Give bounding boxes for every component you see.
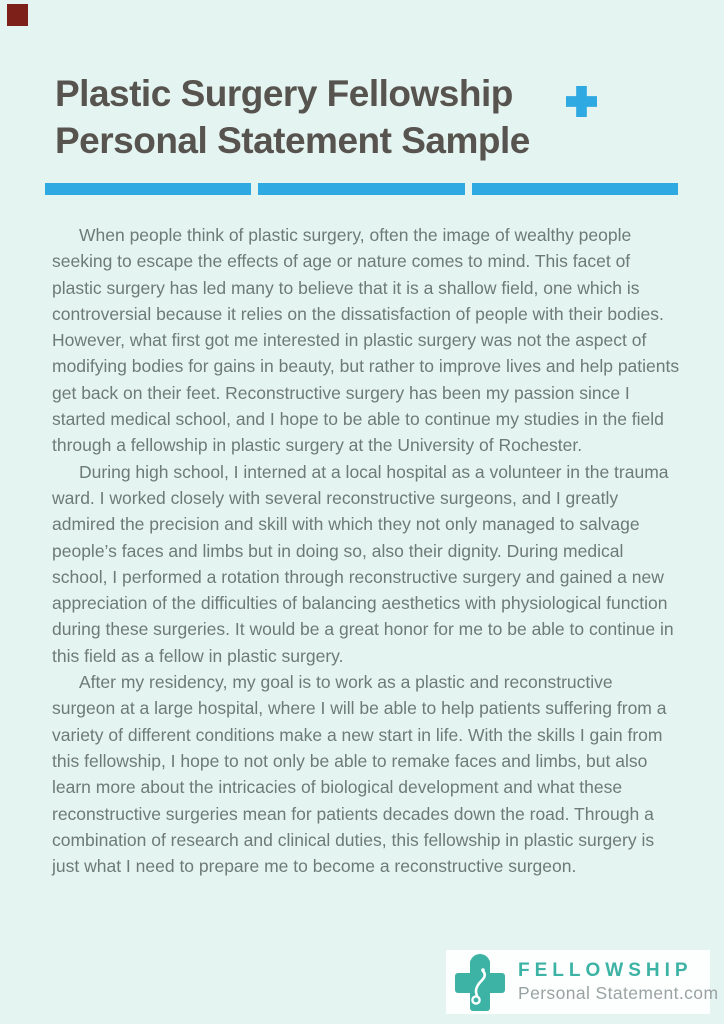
brand-text [518,960,718,1004]
medical-cross-icon [455,954,505,1011]
essay-paragraph: When people think of plastic surgery, often the image of wealthy people seeking to escape the effects of age or nature comes to mind. This facet of plastic surgery has led many to believe that it is a shallow field, one which is controversial because it relies on the dissatisfaction of people with their bodies. However, what first got me interested in plastic surgery was not the aspect of modifying bodies for gains in beauty, but rather to improve lives and help patients get back on their feet. Reconstructive surgery has been my passion since I started medical school, and I hope to be able to continue my studies in the field through a fellowship in plastic surgery at the University of Rochester. [52,225,680,456]
divider-segment [472,183,678,195]
title-line-2: Personal Statement Sample [55,120,530,161]
plus-icon [566,86,597,117]
brand-domain: Personal Statement.com [518,983,719,1003]
essay-paragraph: During high school, I interned at a local hospital as a volunteer in the trauma ward. I worked closely with several reconstructive surgeons, and I greatly admired the precision and skill with which they not only managed to salvage people’s faces and limbs but in doing so, also their dignity. During medical school, I performed a rotation through reconstructive surgery and gained a new appreciation of the difficulties of balancing aesthetics with physiological function during these surgeries. It would be a great honor for me to be able to continue in this field as a fellow in plastic surgery. [52,461,674,666]
brand-logo [446,950,719,1014]
divider-segment [258,183,464,195]
brand-name: FELLOWSHIP [518,960,693,981]
title-divider [45,183,678,195]
divider-segment [45,183,251,195]
essay-paragraph: After my residency, my goal is to work as a plastic and reconstructive surgeon at a large hospital, where I will be able to help patients suffering from a variety of different conditions make a new start in life. With the skills I gain from this fellowship, I hope to not only be able to remake faces and limbs, but also learn more about the intricacies of biological development and what these reconstructive surgeries mean for patients decades down the road. Through a combination of research and clinical duties, this fellowship in plastic surgery is just what I need to prepare me to become a reconstructive surgeon. [52,672,667,877]
title-line-1: Plastic Surgery Fellowship [55,73,513,114]
essay-body [52,222,680,879]
page-title [55,70,530,164]
corner-mark [7,4,28,26]
